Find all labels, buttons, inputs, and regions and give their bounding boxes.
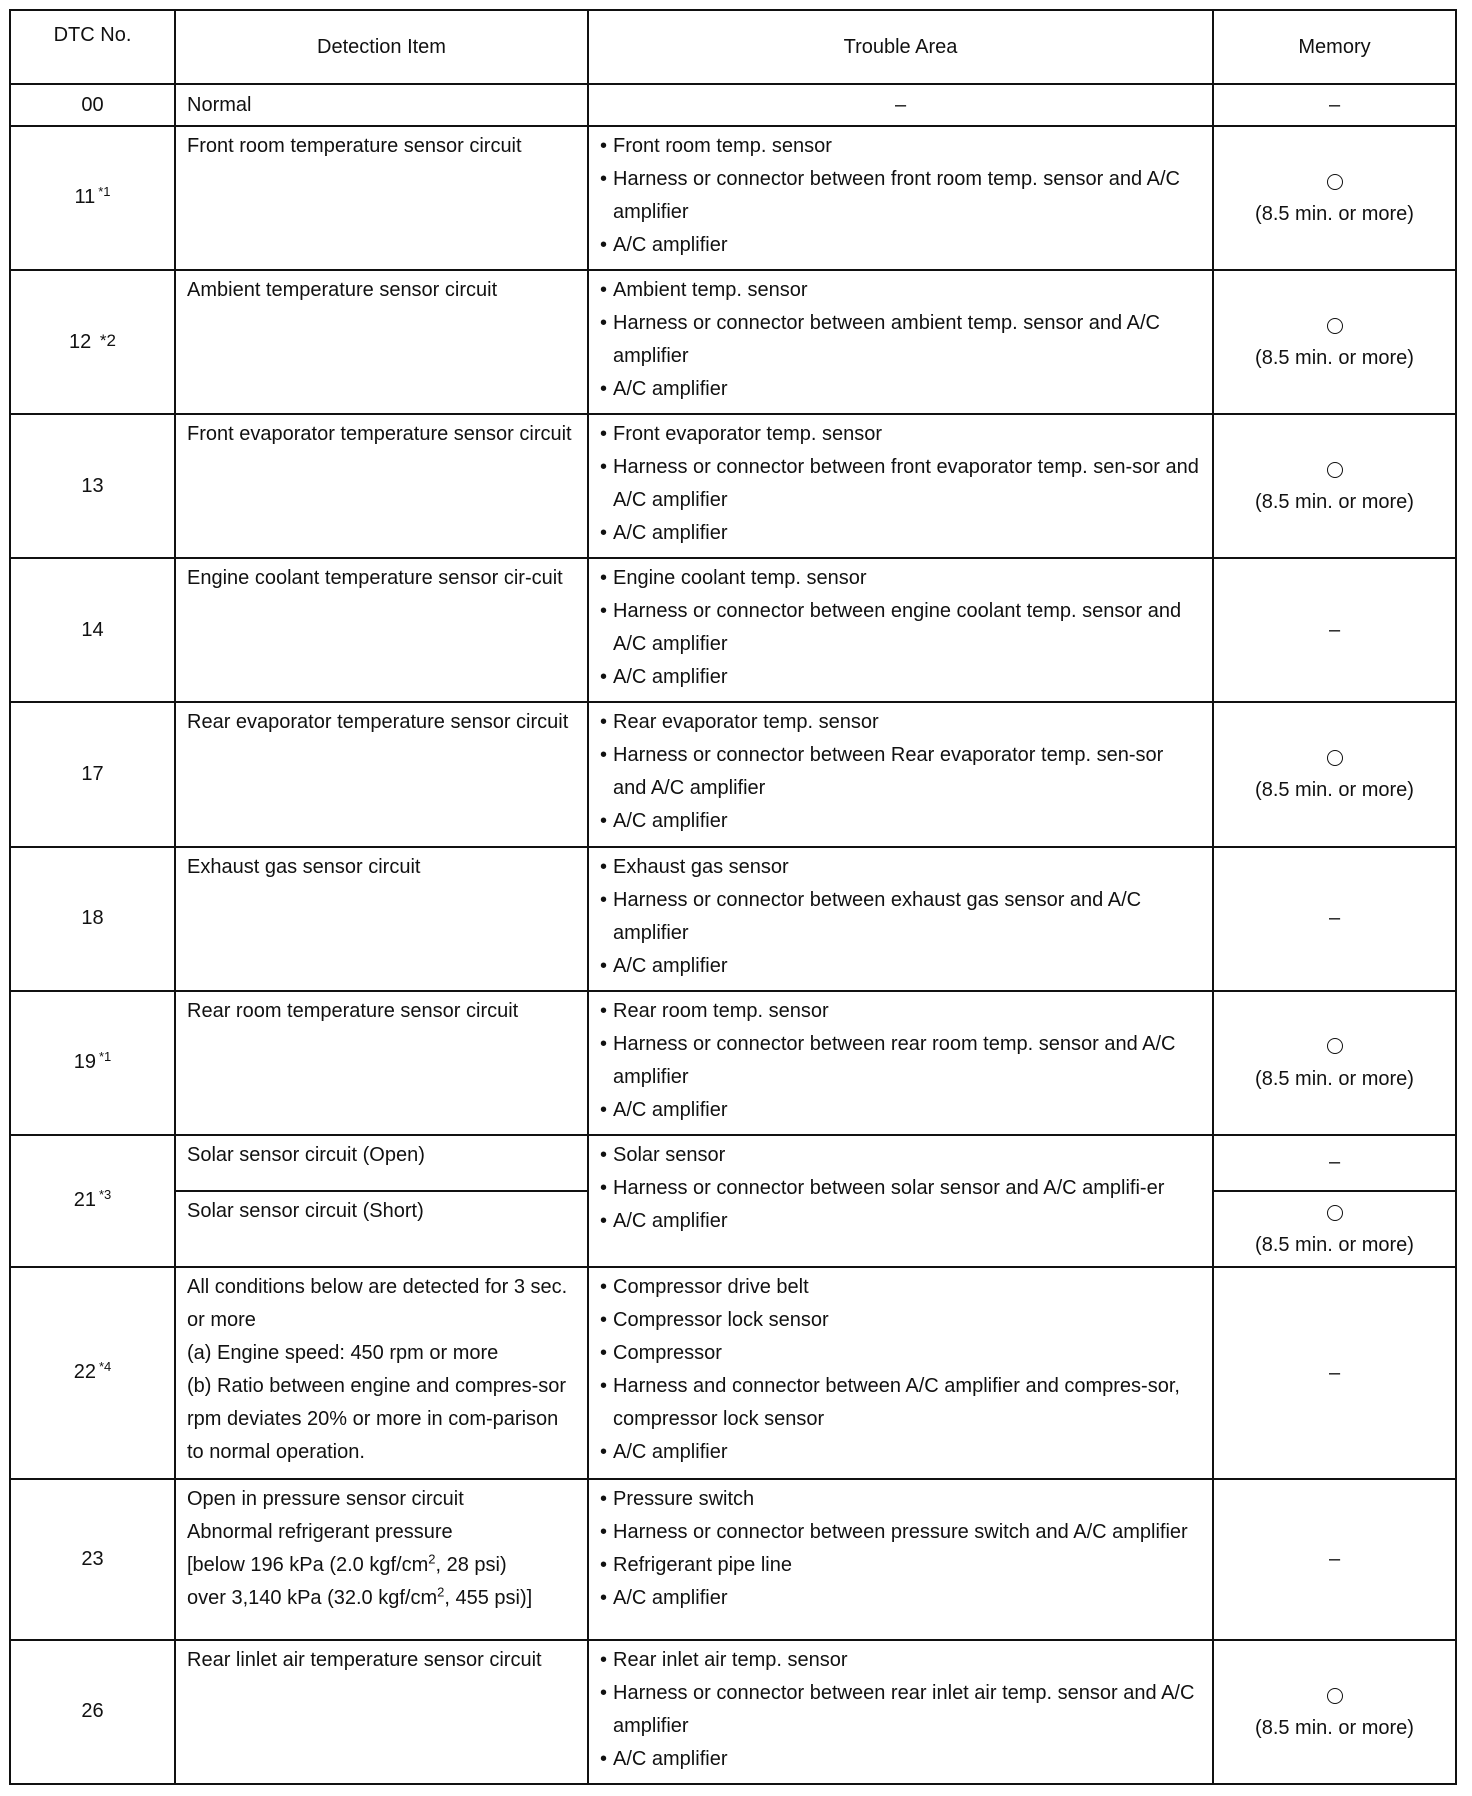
header-trouble: Trouble Area <box>588 10 1213 84</box>
list-item: • A/C amplifier <box>599 1436 1202 1469</box>
detection-text: , 455 psi)] <box>444 1587 533 1610</box>
trouble-area <box>588 126 1213 270</box>
memory-value: – <box>1213 558 1456 702</box>
circle-icon <box>1327 462 1343 478</box>
memory-value: – <box>1213 84 1456 126</box>
list-item: • A/C amplifier <box>599 1094 1202 1127</box>
dtc-code-cell <box>10 126 175 270</box>
detection-item: Solar sensor circuit (Open) <box>175 1135 588 1192</box>
memory-value: – <box>1213 847 1456 991</box>
list-item: • Harness or connector between ambient temp. sensor and A/C amplifier <box>599 307 1202 373</box>
list-item: • Harness or connector between engine coolant temp. sensor and A/C amplifier <box>599 595 1202 661</box>
dtc-code: 00 <box>10 84 175 126</box>
list-item: • A/C amplifier <box>599 517 1202 550</box>
detection-item: Rear evaporator temperature sensor circuit <box>175 702 588 846</box>
footnote-mark: *2 <box>99 330 116 350</box>
table-row <box>10 1479 1456 1640</box>
dtc-code: 14 <box>10 558 175 702</box>
memory-cell <box>1213 414 1456 558</box>
detection-line: Open in pressure sensor circuit <box>187 1488 464 1511</box>
table-row <box>10 270 1456 414</box>
detection-item: Front evaporator temperature sensor circuit <box>175 414 588 558</box>
dtc-code-cell <box>10 991 175 1135</box>
footnote-mark: *1 <box>98 184 111 200</box>
trouble-area: – <box>588 84 1213 126</box>
detection-line: (a) Engine speed: 450 rpm or more <box>187 1342 499 1365</box>
circle-icon <box>1327 174 1343 190</box>
dtc-code-cell <box>10 270 175 414</box>
superscript: 2 <box>428 1551 436 1567</box>
trouble-area <box>588 1479 1213 1640</box>
list-item: • A/C amplifier <box>599 1582 1202 1615</box>
list-item: • Harness and connector between A/C amplifier and compres-sor, compressor lock sensor <box>599 1370 1202 1436</box>
dtc-code-cell <box>10 1135 175 1268</box>
list-item: • A/C amplifier <box>599 229 1202 262</box>
trouble-area <box>588 1135 1213 1268</box>
list-item: • Compressor lock sensor <box>599 1304 1202 1337</box>
dtc-code: 23 <box>10 1479 175 1640</box>
footnote-mark: *3 <box>98 1186 112 1202</box>
detection-item: Ambient temperature sensor circuit <box>175 270 588 414</box>
memory-value: (8.5 min. or more) <box>1255 779 1414 802</box>
dtc-code: 13 <box>10 414 175 558</box>
list-item: • Harness or connector between exhaust gas sensor and A/C amplifier <box>599 884 1202 950</box>
dtc-code: 12 <box>69 330 92 353</box>
header-detection: Detection Item <box>175 10 588 84</box>
memory-cell <box>1213 126 1456 270</box>
header-memory: Memory <box>1213 10 1456 84</box>
detection-line: All conditions below are detected for 3 sec. or more <box>187 1276 568 1332</box>
circle-icon <box>1327 1688 1343 1704</box>
list-item: • Pressure switch <box>599 1483 1202 1516</box>
list-item: • Rear evaporator temp. sensor <box>599 706 1202 739</box>
table-row <box>10 414 1456 558</box>
memory-value: (8.5 min. or more) <box>1255 491 1414 514</box>
table-row <box>10 702 1456 846</box>
dtc-code: 19 <box>73 1050 96 1073</box>
circle-icon <box>1327 750 1343 766</box>
list-item: • Harness or connector between solar sensor and A/C amplifi-er <box>599 1172 1202 1205</box>
list-item: • A/C amplifier <box>599 373 1202 406</box>
list-item: • Compressor <box>599 1337 1202 1370</box>
memory-cell <box>1213 1191 1456 1267</box>
memory-cell <box>1213 702 1456 846</box>
trouble-area <box>588 270 1213 414</box>
dtc-code: 18 <box>10 847 175 991</box>
detection-item: Rear linlet air temperature sensor circuit <box>175 1640 588 1784</box>
dtc-table <box>9 9 1457 1785</box>
memory-value: (8.5 min. or more) <box>1255 1067 1414 1090</box>
list-item: • Ambient temp. sensor <box>599 274 1202 307</box>
memory-cell <box>1213 991 1456 1135</box>
memory-cell <box>1213 270 1456 414</box>
detection-text: , 28 psi) <box>435 1554 507 1577</box>
dtc-code: 11 <box>74 186 96 209</box>
memory-value: (8.5 min. or more) <box>1255 1234 1414 1257</box>
list-item: • Harness or connector between pressure switch and A/C amplifier <box>599 1516 1202 1549</box>
list-item: • Compressor drive belt <box>599 1271 1202 1304</box>
list-item: • A/C amplifier <box>599 805 1202 838</box>
detection-text: [below 196 kPa (2.0 kgf/cm <box>187 1554 429 1577</box>
detection-item <box>175 1267 588 1479</box>
table-row <box>10 558 1456 702</box>
list-item: • A/C amplifier <box>599 1205 1202 1238</box>
circle-icon <box>1327 1205 1343 1221</box>
list-item: • Harness or connector between front room temp. sensor and A/C amplifier <box>599 163 1202 229</box>
list-item: • Harness or connector between front evaporator temp. sen-sor and A/C amplifier <box>599 451 1202 517</box>
list-item: • Refrigerant pipe line <box>599 1549 1202 1582</box>
detection-text: over 3,140 kPa (32.0 kgf/cm <box>187 1587 438 1610</box>
table-row <box>10 991 1456 1135</box>
trouble-area <box>588 1267 1213 1479</box>
list-item: • Harness or connector between rear inlet air temp. sensor and A/C amplifier <box>599 1677 1202 1743</box>
list-item: • Front room temp. sensor <box>599 130 1202 163</box>
dtc-code: 22 <box>73 1361 96 1384</box>
detection-item: Engine coolant temperature sensor cir-cuit <box>175 558 588 702</box>
table-row <box>10 126 1456 270</box>
table-row <box>10 1640 1456 1784</box>
list-item: • Rear room temp. sensor <box>599 995 1202 1028</box>
list-item: • Harness or connector between rear room temp. sensor and A/C amplifier <box>599 1028 1202 1094</box>
list-item: • Harness or connector between Rear evaporator temp. sen-sor and A/C amplifier <box>599 739 1202 805</box>
trouble-area <box>588 1640 1213 1784</box>
circle-icon <box>1327 318 1343 334</box>
memory-value: (8.5 min. or more) <box>1255 203 1414 226</box>
list-item: • A/C amplifier <box>599 950 1202 983</box>
memory-value: – <box>1213 1135 1456 1192</box>
list-item: • Front evaporator temp. sensor <box>599 418 1202 451</box>
list-item: • A/C amplifier <box>599 1743 1202 1776</box>
trouble-area <box>588 991 1213 1135</box>
memory-value: (8.5 min. or more) <box>1255 1716 1414 1739</box>
memory-cell <box>1213 1640 1456 1784</box>
circle-icon <box>1327 1038 1343 1054</box>
footnote-mark: *1 <box>98 1048 112 1064</box>
detection-line <box>187 1549 577 1582</box>
list-item: • Rear inlet air temp. sensor <box>599 1644 1202 1677</box>
trouble-area <box>588 702 1213 846</box>
trouble-area <box>588 414 1213 558</box>
dtc-code: 17 <box>10 702 175 846</box>
trouble-area <box>588 558 1213 702</box>
table-row <box>10 84 1456 126</box>
table-row <box>10 1267 1456 1479</box>
table-row <box>10 1135 1456 1192</box>
trouble-area <box>588 847 1213 991</box>
detection-line <box>187 1582 577 1615</box>
list-item: • Exhaust gas sensor <box>599 851 1202 884</box>
detection-line: Abnormal refrigerant pressure <box>187 1521 453 1544</box>
list-item: • A/C amplifier <box>599 661 1202 694</box>
detection-item: Exhaust gas sensor circuit <box>175 847 588 991</box>
list-item: • Engine coolant temp. sensor <box>599 562 1202 595</box>
dtc-code: 21 <box>73 1188 96 1211</box>
dtc-code: 26 <box>10 1640 175 1784</box>
dtc-code-cell <box>10 1267 175 1479</box>
detection-item: Solar sensor circuit (Short) <box>175 1191 588 1267</box>
header-row <box>10 10 1456 84</box>
detection-item <box>175 1479 588 1640</box>
detection-item: Normal <box>175 84 588 126</box>
detection-item: Rear room temperature sensor circuit <box>175 991 588 1135</box>
table-row <box>10 847 1456 991</box>
list-item: • Solar sensor <box>599 1139 1202 1172</box>
footnote-mark: *4 <box>98 1359 112 1375</box>
header-dtc: DTC No. <box>10 10 175 84</box>
memory-value: – <box>1213 1479 1456 1640</box>
memory-value: – <box>1213 1267 1456 1479</box>
superscript: 2 <box>437 1584 445 1600</box>
memory-value: (8.5 min. or more) <box>1255 347 1414 370</box>
detection-line: (b) Ratio between engine and compres-sor rpm deviates 20% or more in com-parison to normal operation. <box>187 1375 567 1464</box>
detection-item: Front room temperature sensor circuit <box>175 126 588 270</box>
